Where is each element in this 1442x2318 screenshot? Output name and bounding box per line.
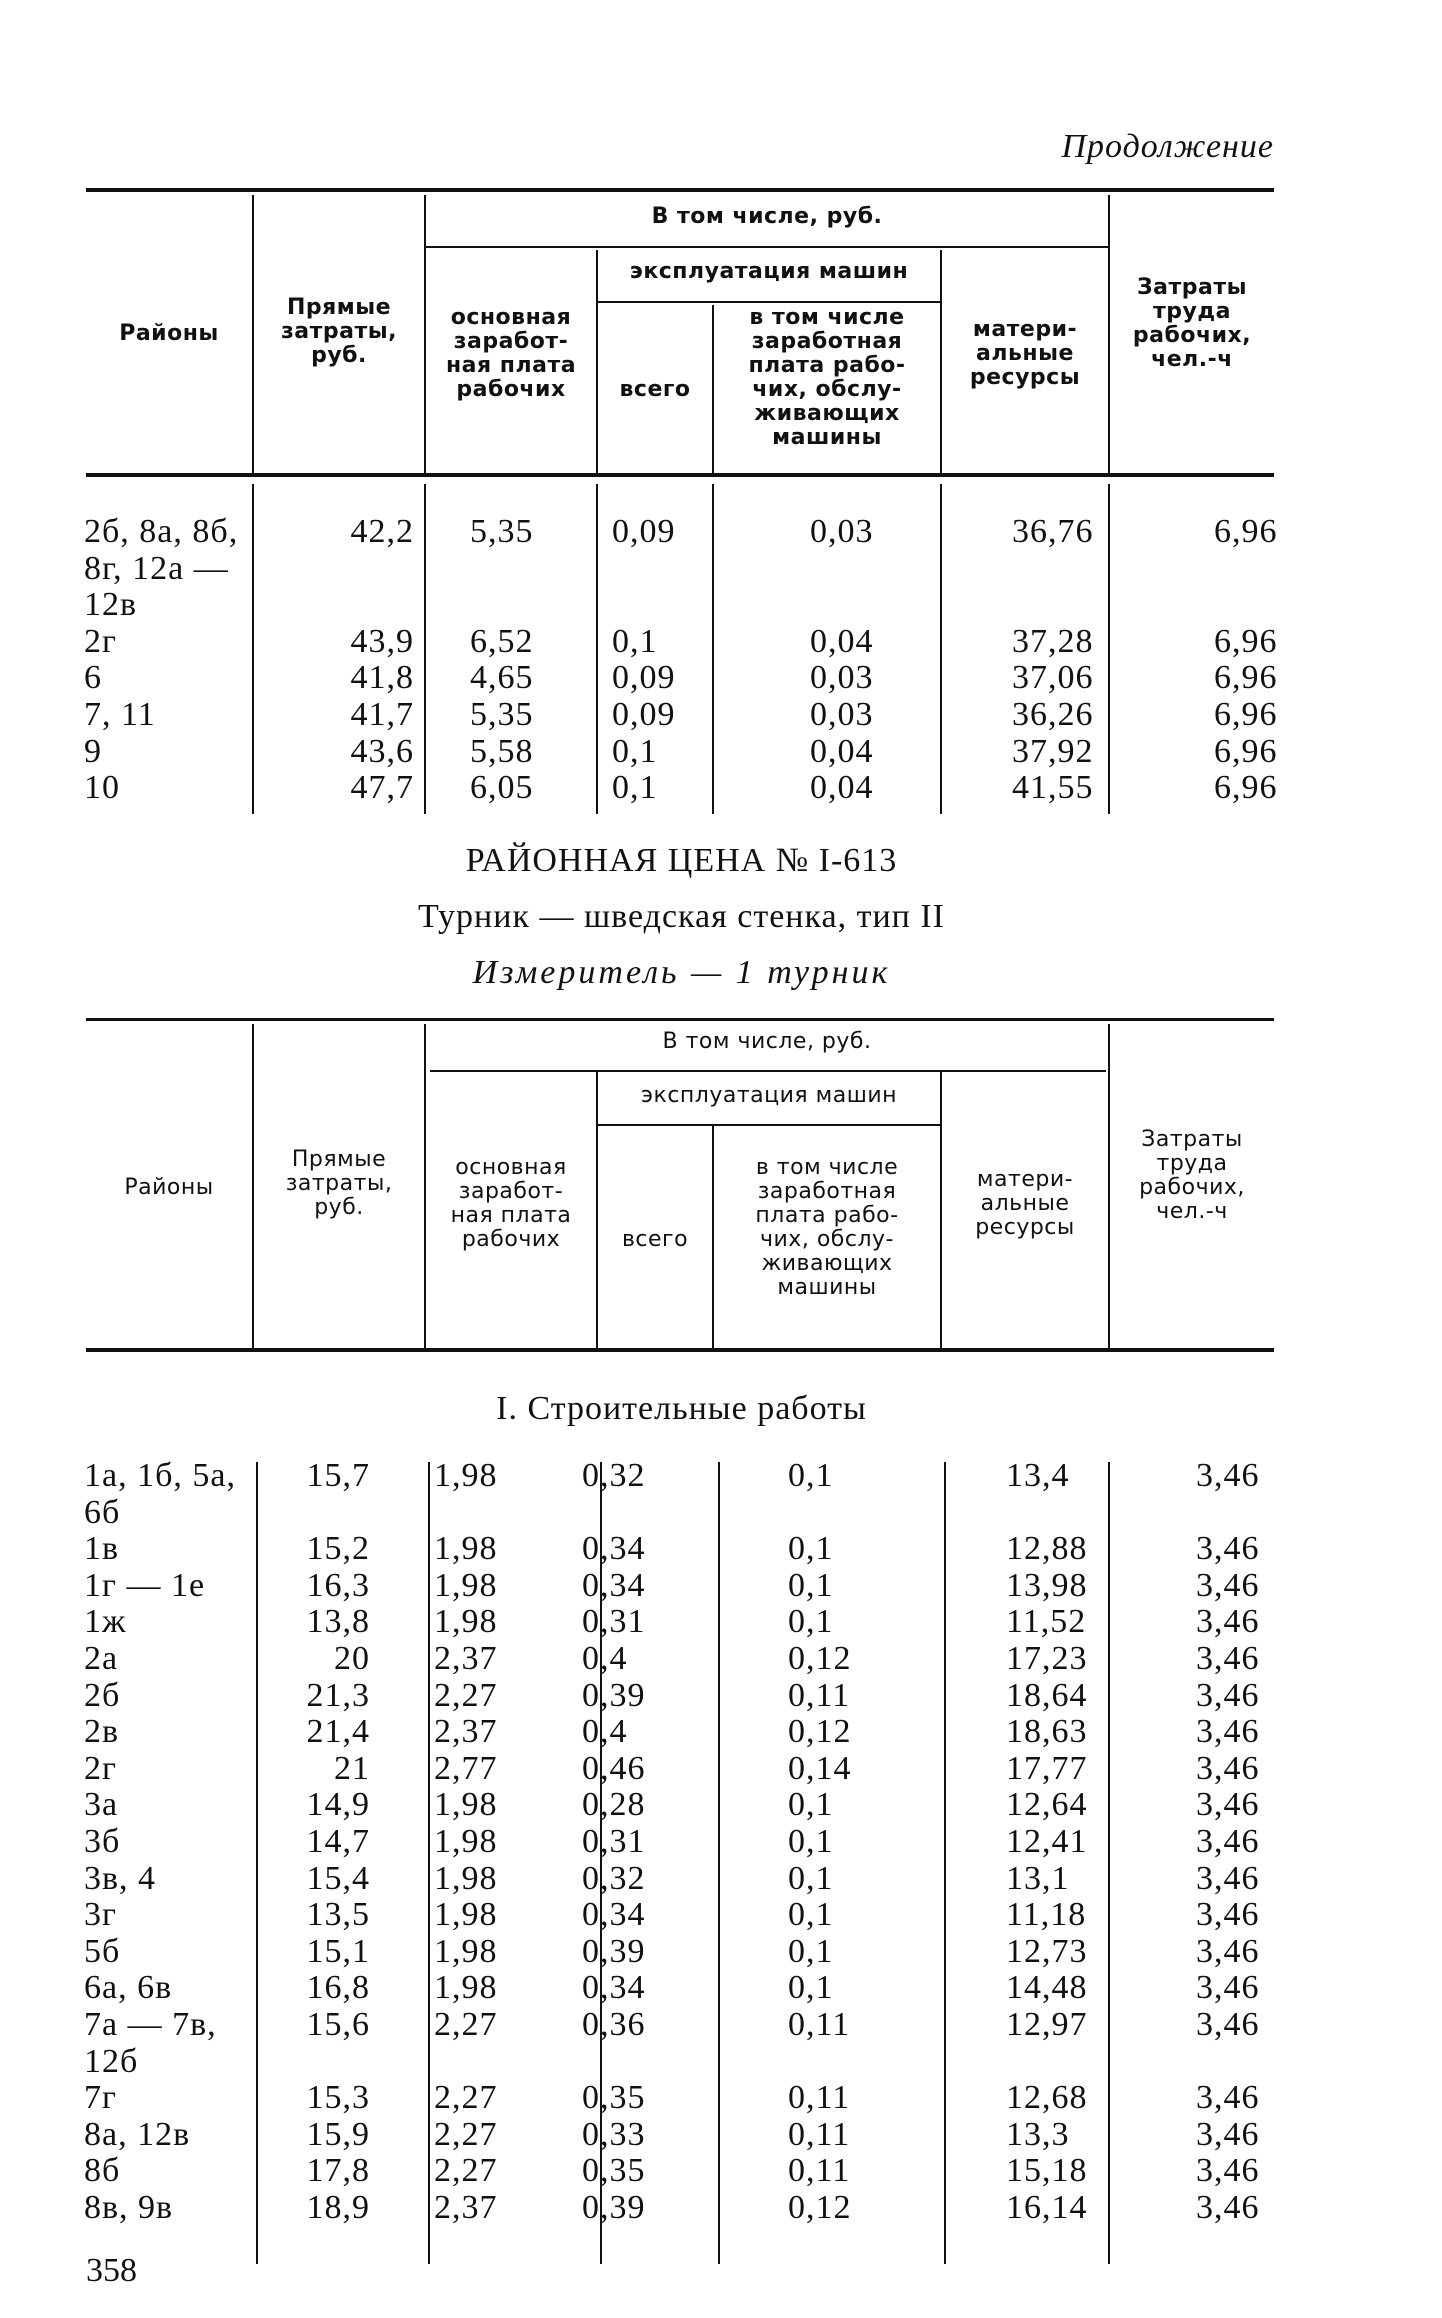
cell-district: 3б <box>84 1822 121 1860</box>
cell-mwage: 0,03 <box>810 659 874 697</box>
cell-total: 0,28 <box>582 1786 646 1824</box>
cell-labor: 3,46 <box>1196 2079 1260 2117</box>
header-direct-costs: Прямые затраты, руб. <box>281 295 397 368</box>
cell-wage: 2,27 <box>434 2152 498 2190</box>
header-total: всего <box>619 377 691 402</box>
cell-district: 1г — 1е <box>84 1566 206 1604</box>
table-row <box>84 734 1354 771</box>
cell-district: 7, 11 <box>84 695 156 733</box>
cell-total: 0,1 <box>612 769 658 807</box>
header-labor: Затраты труда рабочих, чел.-ч <box>1132 275 1252 372</box>
cell-district: 9 <box>84 732 102 770</box>
cell-labor: 6,96 <box>1214 769 1278 807</box>
cell-total: 0,4 <box>582 1713 628 1751</box>
cell-district: 10 <box>84 769 120 807</box>
cell-materials: 17,23 <box>1006 1639 1088 1677</box>
cell-mwage: 0,1 <box>788 1603 834 1641</box>
cell-materials: 11,18 <box>1006 1896 1087 1934</box>
cell-labor: 3,46 <box>1196 2188 1260 2226</box>
cell-total: 0,4 <box>582 1639 628 1677</box>
cell-labor: 3,46 <box>1196 1896 1260 1934</box>
header2-materials: матери- альные ресурсы <box>975 1167 1075 1240</box>
cell-total: 0,09 <box>612 695 676 733</box>
cell-labor: 3,46 <box>1196 2152 1260 2190</box>
cell-mwage: 0,11 <box>788 2079 851 2117</box>
cell-labor: 3,46 <box>1196 1713 1260 1751</box>
table-row <box>84 1641 1336 1678</box>
cell-direct: 15,1 <box>306 1932 370 1970</box>
cell-total: 0,35 <box>582 2079 646 2117</box>
section-title: I. Строительные работы <box>496 1390 867 1427</box>
table-row <box>84 1531 1336 1568</box>
cell-wage: 6,05 <box>470 769 534 807</box>
cell-total: 0,39 <box>582 2188 646 2226</box>
header-materials: матери- альные ресурсы <box>969 317 1081 390</box>
cell-mwage: 0,1 <box>788 1786 834 1824</box>
cell-total: 0,39 <box>582 1932 646 1970</box>
cell-total: 0,34 <box>582 1566 646 1604</box>
table-row <box>84 1714 1336 1751</box>
cell-direct: 47,7 <box>350 769 414 807</box>
cell-district: 2б <box>84 1676 121 1714</box>
cell-direct: 15,6 <box>306 2005 370 2043</box>
cell-mwage: 0,1 <box>788 1530 834 1568</box>
table-row <box>84 1824 1336 1861</box>
cell-materials: 17,77 <box>1006 1749 1088 1787</box>
header2-districts: Районы <box>124 1175 214 1200</box>
cell-total: 0,09 <box>612 659 676 697</box>
cell-materials: 12,97 <box>1006 2005 1088 2043</box>
cell-mwage: 0,14 <box>788 1749 852 1787</box>
cell-materials: 13,3 <box>1006 2115 1070 2153</box>
cell-labor: 6,96 <box>1214 659 1278 697</box>
cell-direct: 13,8 <box>306 1603 370 1641</box>
table-row <box>84 1787 1336 1824</box>
table-row <box>84 2080 1336 2117</box>
cell-direct: 43,6 <box>350 732 414 770</box>
cell-total: 0,36 <box>582 2005 646 2043</box>
cell-labor: 3,46 <box>1196 1859 1260 1897</box>
cell-direct: 16,8 <box>306 1969 370 2007</box>
cell-mwage: 0,1 <box>788 1859 834 1897</box>
cell-mwage: 0,1 <box>788 1566 834 1604</box>
cell-materials: 16,14 <box>1006 2188 1088 2226</box>
cell-direct: 13,5 <box>306 1896 370 1934</box>
cell-mwage: 0,1 <box>788 1969 834 2007</box>
cell-materials: 15,18 <box>1006 2152 1088 2190</box>
cell-total: 0,1 <box>612 732 658 770</box>
cell-total: 0,35 <box>582 2152 646 2190</box>
table-row <box>84 624 1354 661</box>
table-row <box>84 1458 1336 1531</box>
cell-labor: 6,96 <box>1214 622 1278 660</box>
cell-labor: 3,46 <box>1196 2115 1260 2153</box>
cell-mwage: 0,1 <box>788 1932 834 1970</box>
cell-mwage: 0,11 <box>788 2152 851 2190</box>
cell-mwage: 0,12 <box>788 1713 852 1751</box>
cell-wage: 1,98 <box>434 1566 498 1604</box>
cell-materials: 37,28 <box>1012 622 1094 660</box>
cell-mwage: 0,11 <box>788 1676 851 1714</box>
table-row <box>84 1970 1336 2007</box>
cell-materials: 13,98 <box>1006 1566 1088 1604</box>
cell-wage: 5,58 <box>470 732 534 770</box>
cell-direct: 17,8 <box>306 2152 370 2190</box>
table-row <box>84 697 1354 734</box>
cell-labor: 6,96 <box>1214 513 1278 550</box>
cell-mwage: 0,1 <box>788 1896 834 1934</box>
table-row <box>84 1861 1336 1898</box>
table-row <box>84 1897 1336 1934</box>
cell-labor: 3,46 <box>1196 1969 1260 2007</box>
cell-mwage: 0,03 <box>810 695 874 733</box>
cell-wage: 5,35 <box>470 513 534 550</box>
cell-district: 6 <box>84 659 102 697</box>
cell-materials: 12,73 <box>1006 1932 1088 1970</box>
cell-direct: 43,9 <box>350 622 414 660</box>
cell-labor: 3,46 <box>1196 1566 1260 1604</box>
cell-direct: 14,7 <box>306 1822 370 1860</box>
cell-materials: 37,06 <box>1012 659 1094 697</box>
cell-district: 1в <box>84 1530 120 1568</box>
cell-materials: 18,63 <box>1006 1713 1088 1751</box>
cell-direct: 16,3 <box>306 1566 370 1604</box>
cell-wage: 2,27 <box>434 2079 498 2117</box>
cell-direct: 21,4 <box>306 1713 370 1751</box>
price-title: РАЙОННАЯ ЦЕНА № І-613 <box>465 842 898 879</box>
cell-labor: 3,46 <box>1196 1749 1260 1787</box>
cell-wage: 4,65 <box>470 659 534 697</box>
table-row <box>84 2190 1336 2227</box>
table-row <box>84 2007 1336 2080</box>
cell-district: 5б <box>84 1932 121 1970</box>
cell-direct: 42,2 <box>350 513 414 550</box>
cell-direct: 15,9 <box>306 2115 370 2153</box>
cell-materials: 18,64 <box>1006 1676 1088 1714</box>
header2-direct-costs: Прямые затраты, руб. <box>285 1147 393 1220</box>
cell-wage: 2,27 <box>434 1676 498 1714</box>
cell-district: 2в <box>84 1713 120 1751</box>
table-row <box>84 1604 1336 1641</box>
cell-wage: 1,98 <box>434 1530 498 1568</box>
cell-materials: 37,92 <box>1012 732 1094 770</box>
cell-district: 8б <box>84 2152 121 2190</box>
cell-labor: 6,96 <box>1214 732 1278 770</box>
cell-mwage: 0,1 <box>788 1457 834 1494</box>
cell-wage: 1,98 <box>434 1969 498 2007</box>
cell-mwage: 0,03 <box>810 513 874 550</box>
header-districts: Районы <box>119 321 219 346</box>
cell-total: 0,31 <box>582 1603 646 1641</box>
cell-total: 0,34 <box>582 1530 646 1568</box>
cell-wage: 2,27 <box>434 2005 498 2043</box>
cell-labor: 3,46 <box>1196 1822 1260 1860</box>
cell-labor: 3,46 <box>1196 2005 1260 2043</box>
table-row <box>84 1568 1336 1605</box>
cell-labor: 3,46 <box>1196 1457 1260 1494</box>
cell-labor: 6,96 <box>1214 695 1278 733</box>
table1 <box>84 514 1354 807</box>
table-row <box>84 2117 1336 2154</box>
header-machine-wage: в том числе заработная плата рабо- чих, обслу- живающих машины <box>748 305 906 450</box>
cell-materials: 12,64 <box>1006 1786 1088 1824</box>
cell-wage: 1,98 <box>434 1932 498 1970</box>
header2-labor: Затраты труда рабочих, чел.-ч <box>1139 1127 1245 1224</box>
cell-wage: 1,98 <box>434 1786 498 1824</box>
header2-including: В том числе, руб. <box>662 1029 872 1054</box>
cell-labor: 3,46 <box>1196 1530 1260 1568</box>
table2 <box>84 1458 1336 2226</box>
cell-district: 8в, 9в <box>84 2188 174 2226</box>
cell-materials: 12,41 <box>1006 1822 1088 1860</box>
cell-direct: 20 <box>334 1639 370 1677</box>
table-row <box>84 770 1354 807</box>
cell-total: 0,09 <box>612 513 676 550</box>
price-unit: Измеритель — 1 турник <box>472 954 891 991</box>
table-row <box>84 660 1354 697</box>
cell-labor: 3,46 <box>1196 1676 1260 1714</box>
cell-mwage: 0,04 <box>810 622 874 660</box>
cell-district: 7а — 7в, 12б <box>84 2005 217 2080</box>
cell-direct: 21,3 <box>306 1676 370 1714</box>
cell-mwage: 0,12 <box>788 1639 852 1677</box>
cell-mwage: 0,12 <box>788 2188 852 2226</box>
cell-district: 7г <box>84 2079 117 2117</box>
cell-wage: 1,98 <box>434 1457 498 1494</box>
cell-district: 3а <box>84 1786 119 1824</box>
cell-total: 0,32 <box>582 1859 646 1897</box>
cell-total: 0,32 <box>582 1457 646 1494</box>
cell-district: 2г <box>84 1749 117 1787</box>
cell-wage: 1,98 <box>434 1859 498 1897</box>
header-machine-operation: эксплуатация машин <box>629 259 909 284</box>
cell-district: 1а, 1б, 5а, 6б <box>84 1457 236 1531</box>
cell-direct: 41,7 <box>350 695 414 733</box>
cell-direct: 21 <box>334 1749 370 1787</box>
cell-total: 0,31 <box>582 1822 646 1860</box>
cell-district: 1ж <box>84 1603 127 1641</box>
cell-labor: 3,46 <box>1196 1786 1260 1824</box>
cell-wage: 1,98 <box>434 1822 498 1860</box>
cell-materials: 14,48 <box>1006 1969 1088 2007</box>
cell-district: 8а, 12в <box>84 2115 191 2153</box>
cell-wage: 2,37 <box>434 1713 498 1751</box>
cell-direct: 15,3 <box>306 2079 370 2117</box>
cell-total: 0,1 <box>612 622 658 660</box>
cell-materials: 11,52 <box>1006 1603 1087 1641</box>
cell-wage: 2,37 <box>434 2188 498 2226</box>
cell-wage: 2,77 <box>434 1749 498 1787</box>
cell-district: 2а <box>84 1639 119 1677</box>
cell-direct: 41,8 <box>350 659 414 697</box>
header2-base-wage: основная заработ- ная плата рабочих <box>450 1155 572 1252</box>
cell-materials: 13,4 <box>1006 1457 1070 1494</box>
table-row <box>84 2153 1336 2190</box>
cell-mwage: 0,11 <box>788 2005 851 2043</box>
cell-wage: 1,98 <box>434 1603 498 1641</box>
cell-materials: 12,88 <box>1006 1530 1088 1568</box>
cell-labor: 3,46 <box>1196 1639 1260 1677</box>
cell-labor: 3,46 <box>1196 1603 1260 1641</box>
cell-mwage: 0,1 <box>788 1822 834 1860</box>
continuation-label: Продолжение <box>1061 128 1274 165</box>
cell-direct: 18,9 <box>306 2188 370 2226</box>
cell-wage: 1,98 <box>434 1896 498 1934</box>
cell-mwage: 0,04 <box>810 732 874 770</box>
header-including: В том числе, руб. <box>651 204 883 229</box>
cell-district: 3в, 4 <box>84 1859 157 1897</box>
header2-machine-operation: эксплуатация машин <box>640 1083 898 1108</box>
cell-wage: 2,27 <box>434 2115 498 2153</box>
table-row <box>84 1934 1336 1971</box>
cell-total: 0,34 <box>582 1896 646 1934</box>
cell-direct: 15,2 <box>306 1530 370 1568</box>
cell-materials: 36,76 <box>1012 513 1094 550</box>
cell-mwage: 0,04 <box>810 769 874 807</box>
header2-machine-wage: в том числе заработная плата рабо- чих, обслу- живающих машины <box>755 1155 899 1300</box>
cell-direct: 14,9 <box>306 1786 370 1824</box>
cell-wage: 5,35 <box>470 695 534 733</box>
table-row <box>84 514 1354 624</box>
cell-district: 3г <box>84 1896 117 1934</box>
cell-wage: 6,52 <box>470 622 534 660</box>
header2-total: всего <box>621 1227 689 1252</box>
cell-wage: 2,37 <box>434 1639 498 1677</box>
cell-materials: 12,68 <box>1006 2079 1088 2117</box>
cell-total: 0,46 <box>582 1749 646 1787</box>
cell-materials: 41,55 <box>1012 769 1094 807</box>
cell-district: 2г <box>84 622 117 660</box>
cell-direct: 15,4 <box>306 1859 370 1897</box>
cell-total: 0,39 <box>582 1676 646 1714</box>
cell-materials: 13,1 <box>1006 1859 1070 1897</box>
header-base-wage: основная заработ- ная плата рабочих <box>445 305 577 402</box>
cell-mwage: 0,11 <box>788 2115 851 2153</box>
cell-labor: 3,46 <box>1196 1932 1260 1970</box>
cell-direct: 15,7 <box>306 1457 370 1494</box>
cell-total: 0,34 <box>582 1969 646 2007</box>
page-number: 358 <box>86 2252 137 2289</box>
cell-materials: 36,26 <box>1012 695 1094 733</box>
cell-district: 2б, 8а, 8б, 8г, 12а — 12в <box>84 513 239 624</box>
table-row <box>84 1751 1336 1788</box>
price-subtitle: Турник — шведская стенка, тип II <box>417 898 945 935</box>
cell-total: 0,33 <box>582 2115 646 2153</box>
table-row <box>84 1678 1336 1715</box>
cell-district: 6а, 6в <box>84 1969 173 2007</box>
